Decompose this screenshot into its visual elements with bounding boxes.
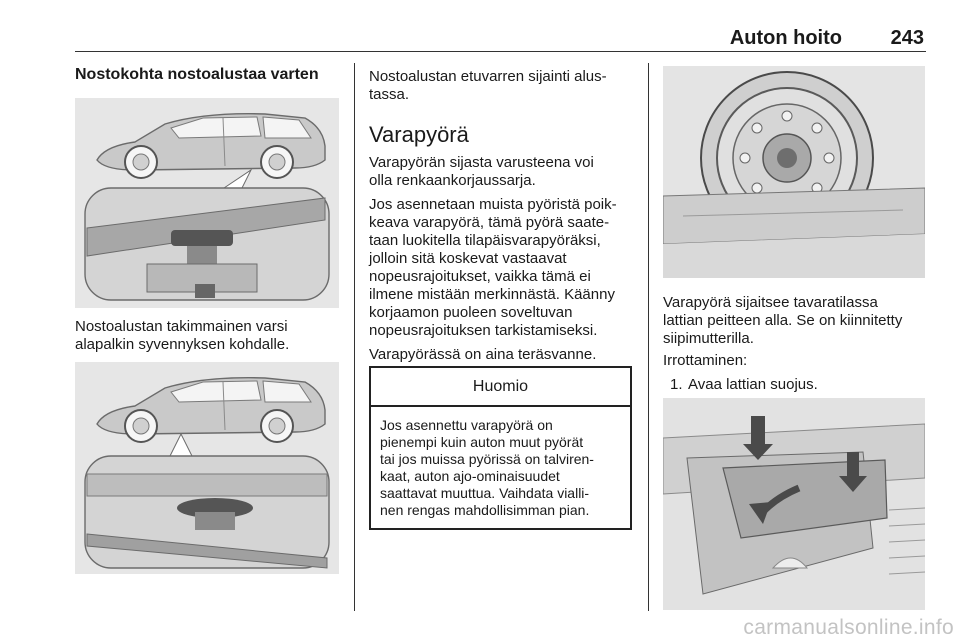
spare-wheel-in-trunk-illustration [663, 66, 925, 278]
chapter-title: Auton hoito [729, 27, 842, 49]
floor-cover-opening-illustration [663, 398, 925, 610]
lift-point-rear-figure [75, 98, 339, 308]
column-divider-1 [354, 63, 355, 611]
header-divider [75, 51, 926, 52]
spare-wheel-paragraph-2: Jos asennetaan muista pyöristä poik- keava varapyörä, tämä pyörä saate- taan luokitella tilapäisvarapyöräksi, jolloin sitä koskevat vastaavat nopeusrajoitukset, vaikka tämä ei ilmene mistään merkinnästä. Käänny korjaamon puoleen soveltuvan nopeusrajoituksen tarkistamiseksi. [369, 196, 617, 339]
lift-point-front-figure [75, 362, 339, 574]
notice-title: Huomio [371, 368, 630, 407]
removal-label: Irrottaminen: [663, 352, 748, 369]
spare-wheel-paragraph-1: Varapyörän sijasta varusteena voi olla renkaankorjaussarja. [369, 154, 594, 189]
spare-wheel-paragraph-3: Varapyörässä on aina teräsvanne. [369, 346, 597, 363]
column-divider-2 [648, 63, 649, 611]
section-heading-lift-point: Nostokohta nostoalustaa varten [75, 66, 319, 83]
spare-wheel-location-text: Varapyörä sijaitsee tavaratilassa lattian peitteen alla. Se on kiinnitetty siipimutterilla. [663, 294, 903, 347]
notice-body: Jos asennettu varapyörä on pienempi kuin auton muut pyörät tai jos muissa pyörissä on talviren- kaat, auton ajo-ominaisuudet saattavat muuttua. Vaihdata vialli- nen rengas mahdollisimman pian. [380, 417, 594, 518]
step-number: 1. [670, 376, 683, 393]
section-heading-spare-wheel: Varapyörä [369, 122, 469, 147]
notice-box [369, 366, 632, 530]
car-rear-lift-point-illustration [75, 98, 339, 308]
floor-cover-figure [663, 398, 925, 610]
lift-point-rear-caption: Nostoalustan takimmainen varsi alapalkin syvennyksen kohdalle. [75, 318, 290, 353]
page-number: 243 [890, 27, 924, 49]
car-front-lift-point-illustration [75, 362, 339, 574]
spare-wheel-figure [663, 66, 925, 278]
watermark: carmanualsonline.info [743, 616, 954, 639]
step-text: Avaa lattian suojus. [688, 376, 818, 393]
front-arm-position-text: Nostoalustan etuvarren sijainti alus- tassa. [369, 68, 607, 103]
